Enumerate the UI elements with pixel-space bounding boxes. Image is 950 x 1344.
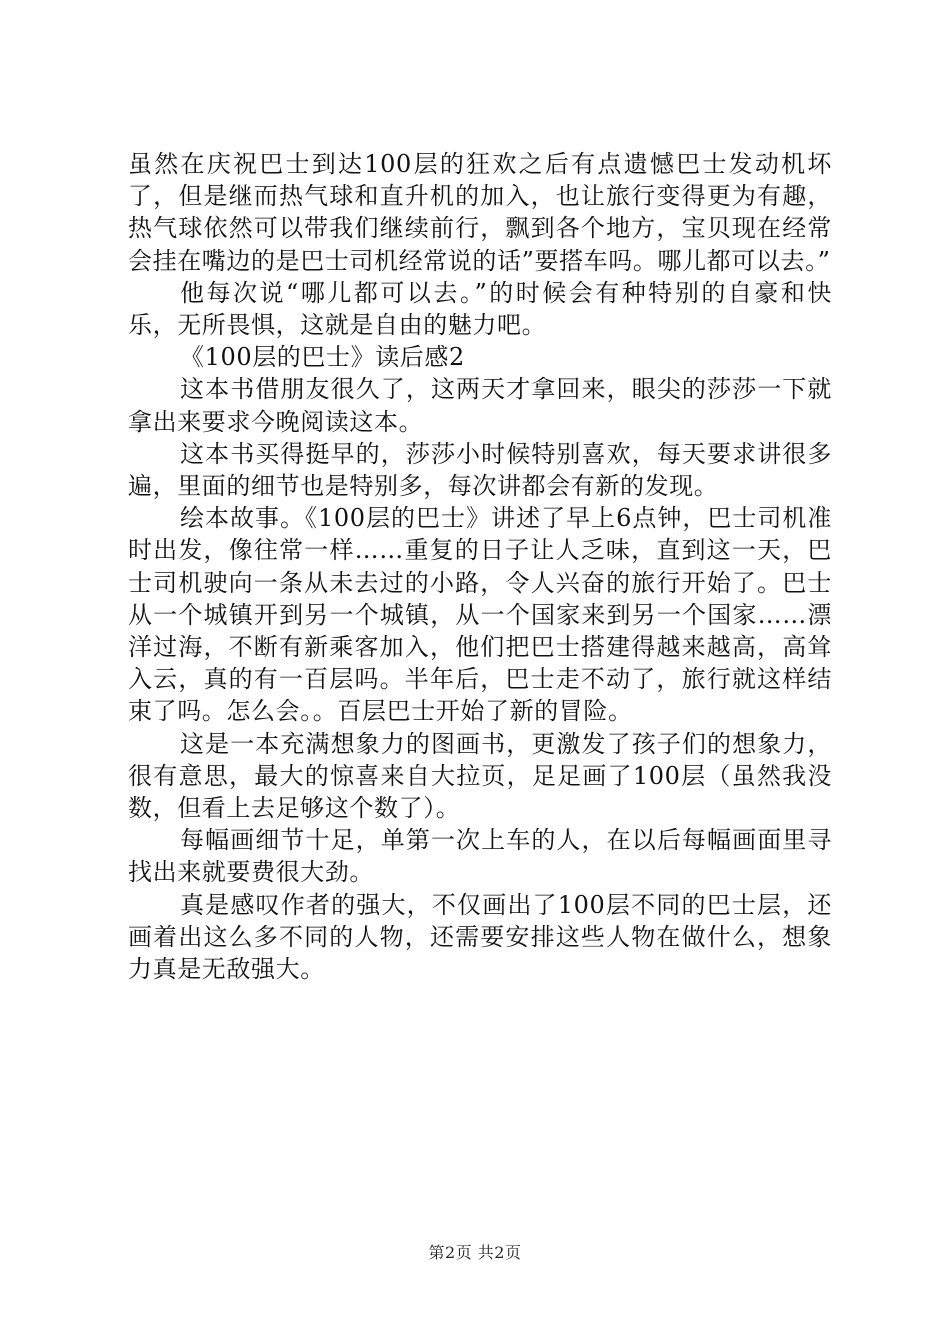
paragraph: 绘本故事。《100层的巴士》讲述了早上6点钟，巴士司机准时出发，像往常一样……重复的日子让人乏味，直到这一天，巴士司机驶向一条从未去过的小路，令人兴奋的旅行开始了。巴士从一个城镇开到另一个城镇，从一个国家来到另一个国家……漂洋过海，不断有新乘客加入，他们把巴士搭建得越来越高，高耸入云，真的有一百层吗。半年后，巴士走不动了，旅行就这样结束了吗。怎么会。。百层巴士开始了新的冒险。 (128, 504, 832, 726)
page-number-footer: 第2页 共2页 (428, 1243, 522, 1262)
paragraph: 他每次说“哪儿都可以去。”的时候会有种特别的自豪和快乐，无所畏惧，这就是自由的魅力吧。 (128, 278, 832, 340)
paragraph: 这是一本充满想象力的图画书，更激发了孩子们的想象力，很有意思，最大的惊喜来自大拉页，足足画了100层（虽然我没数，但看上去足够这个数了）。 (128, 729, 832, 823)
section-heading: 《100层的巴士》读后感2 (180, 343, 465, 372)
document-body (128, 148, 832, 985)
paragraph: 真是感叹作者的强大，不仅画出了100层不同的巴士层，还画着出这么多不同的人物，还需要安排这些人物在做什么，想象力真是无敌强大。 (128, 890, 832, 984)
paragraph: 每幅画细节十足，单第一次上车的人，在以后每幅画面里寻找出来就要费很大劲。 (128, 826, 832, 887)
paragraph: 这本书买得挺早的，莎莎小时候特别喜欢，每天要求讲很多遍，里面的细节也是特别多，每次讲都会有新的发现。 (128, 439, 832, 501)
paragraph-continuation: 虽然在庆祝巴士到达100层的狂欢之后有点遗憾巴士发动机坏了，但是继而热气球和直升机的加入，也让旅行变得更为有趣，热气球依然可以带我们继续前行，飘到各个地方，宝贝现在经常会挂在嘴边的是巴士司机经常说的话”要搭车吗。哪儿都可以去。” (128, 150, 832, 275)
paragraph: 这本书借朋友很久了，这两天才拿回来，眼尖的莎莎一下就拿出来要求今晚阅读这本。 (128, 375, 832, 436)
